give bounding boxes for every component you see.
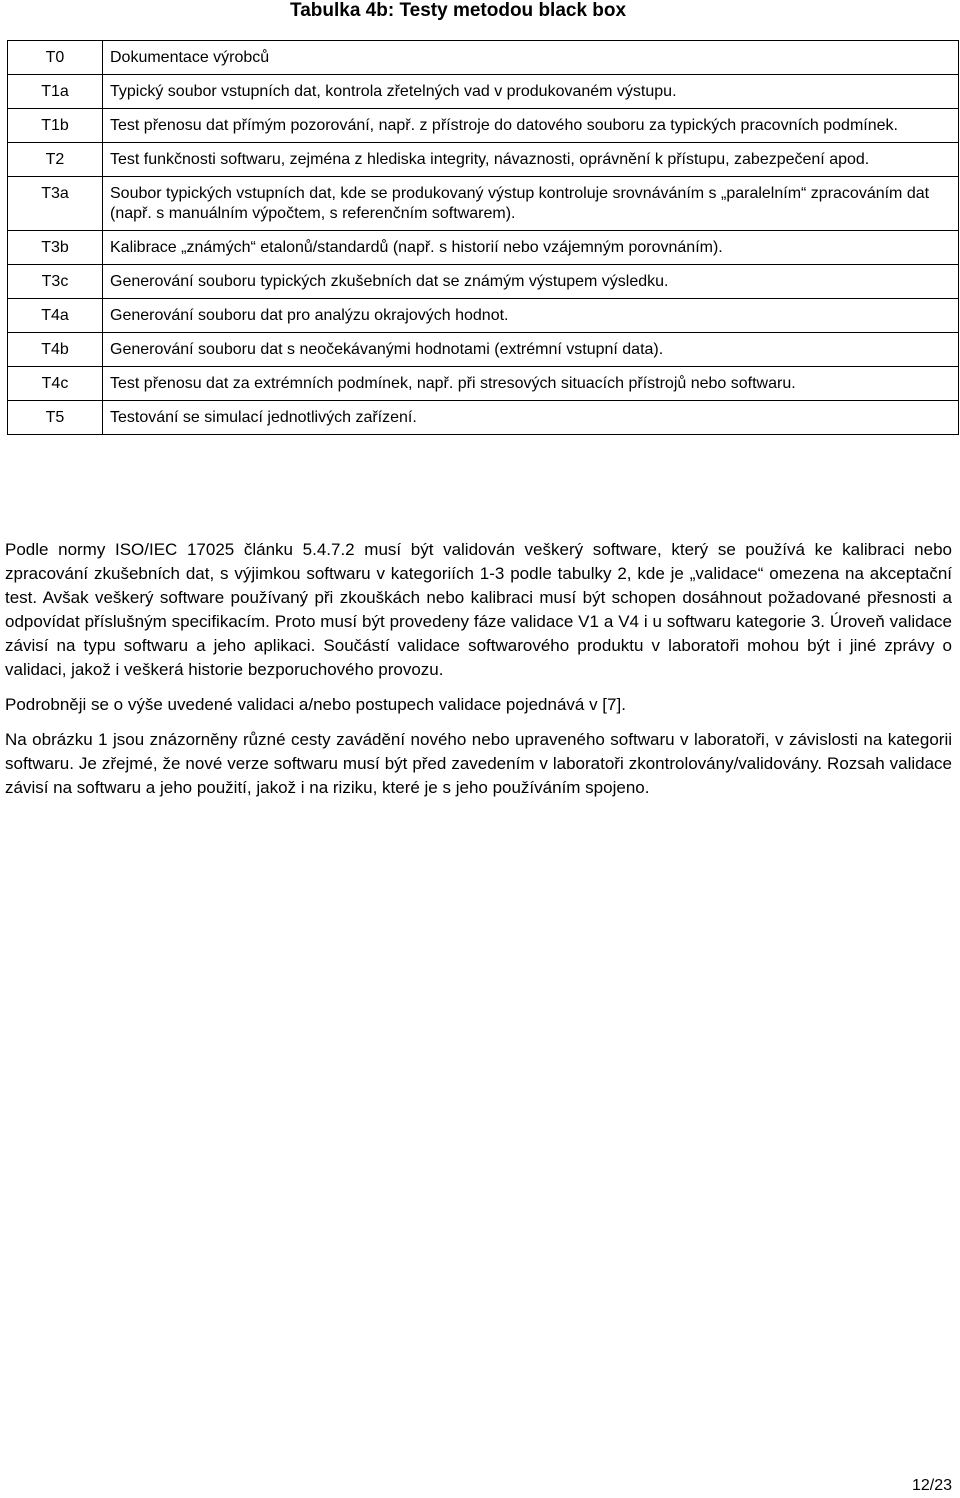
test-description: Testování se simulací jednotlivých zařízení. [103,401,959,435]
test-code: T3b [8,231,103,265]
paragraph-iso-validation: Podle normy ISO/IEC 17025 článku 5.4.7.2 musí být validován veškerý software, který se používá ke kalibraci nebo zpracování zkušebních dat, s výjimkou softwaru v kategoriích 1-3 podle tabulky 2, kde je „validace“ omezena na akceptační test. Avšak veškerý software používaný při zkouškách nebo kalibraci musí být schopen dosáhnout požadované přesnosti a odpovídat příslušným specifikacím. Proto musí být provedeny fáze validace V1 a V4 i u softwaru kategorie 3. Úroveň validace závisí na typu softwaru a jeho aplikaci. Součástí validace softwarového produktu v laboratoři mohou být i jiné zprávy o validaci, jakož i veškerá historie bezporuchového provozu. [5,540,952,679]
test-code: T3c [8,265,103,299]
test-code: T5 [8,401,103,435]
table-row [8,367,959,401]
table-row [8,265,959,299]
test-description: Typický soubor vstupních dat, kontrola zřetelných vad v produkovaném výstupu. [103,75,959,109]
paragraph-figure-description: Na obrázku 1 jsou znázorněny různé cesty zavádění nového nebo upraveného softwaru v laboratoři, v závislosti na kategorii softwaru. Je zřejmé, že nové verze softwaru musí být před zavedením v laboratoři zkontrolovány/validovány. Rozsah validace závisí na softwaru a jeho použití, jakož i na riziku, které je s jeho používáním spojeno. [5,730,952,797]
test-description: Generování souboru typických zkušebních dat se známým výstupem výsledku. [103,265,959,299]
table-row [8,109,959,143]
test-code: T1a [8,75,103,109]
test-description: Soubor typických vstupních dat, kde se produkovaný výstup kontroluje srovnáváním s „paralelním“ zpracováním dat (např. s manuálním výpočtem, s referenčním softwarem). [103,177,959,231]
test-description: Dokumentace výrobců [103,41,959,75]
table-row [8,231,959,265]
table-row [8,401,959,435]
black-box-tests-table [7,40,959,435]
test-code: T4c [8,367,103,401]
test-code: T4b [8,333,103,367]
table-caption: Tabulka 4b: Testy metodou black box [290,0,627,21]
test-description: Test přenosu dat za extrémních podmínek, např. při stresových situacích přístrojů nebo softwaru. [103,367,959,401]
table-row [8,75,959,109]
table-row [8,299,959,333]
table-row [8,177,959,231]
test-description: Kalibrace „známých“ etalonů/standardů (např. s historií nebo vzájemným porovnáním). [103,231,959,265]
test-description: Generování souboru dat s neočekávanými hodnotami (extrémní vstupní data). [103,333,959,367]
body-text [5,538,952,811]
table-row [8,143,959,177]
test-code: T3a [8,177,103,231]
page-number: 12/23 [911,1477,952,1494]
test-code: T4a [8,299,103,333]
test-description: Test funkčnosti softwaru, zejména z hlediska integrity, návaznosti, oprávnění k přístupu, zabezpečení apod. [103,143,959,177]
test-code: T1b [8,109,103,143]
test-code: T2 [8,143,103,177]
table-row [8,41,959,75]
table-row [8,333,959,367]
test-code: T0 [8,41,103,75]
paragraph-reference: Podrobněji se o výše uvedené validaci a/nebo postupech validace pojednává v [7]. [5,695,626,714]
test-description: Test přenosu dat přímým pozorování, např. z přístroje do datového souboru za typických pracovních podmínek. [103,109,959,143]
test-description: Generování souboru dat pro analýzu okrajových hodnot. [103,299,959,333]
